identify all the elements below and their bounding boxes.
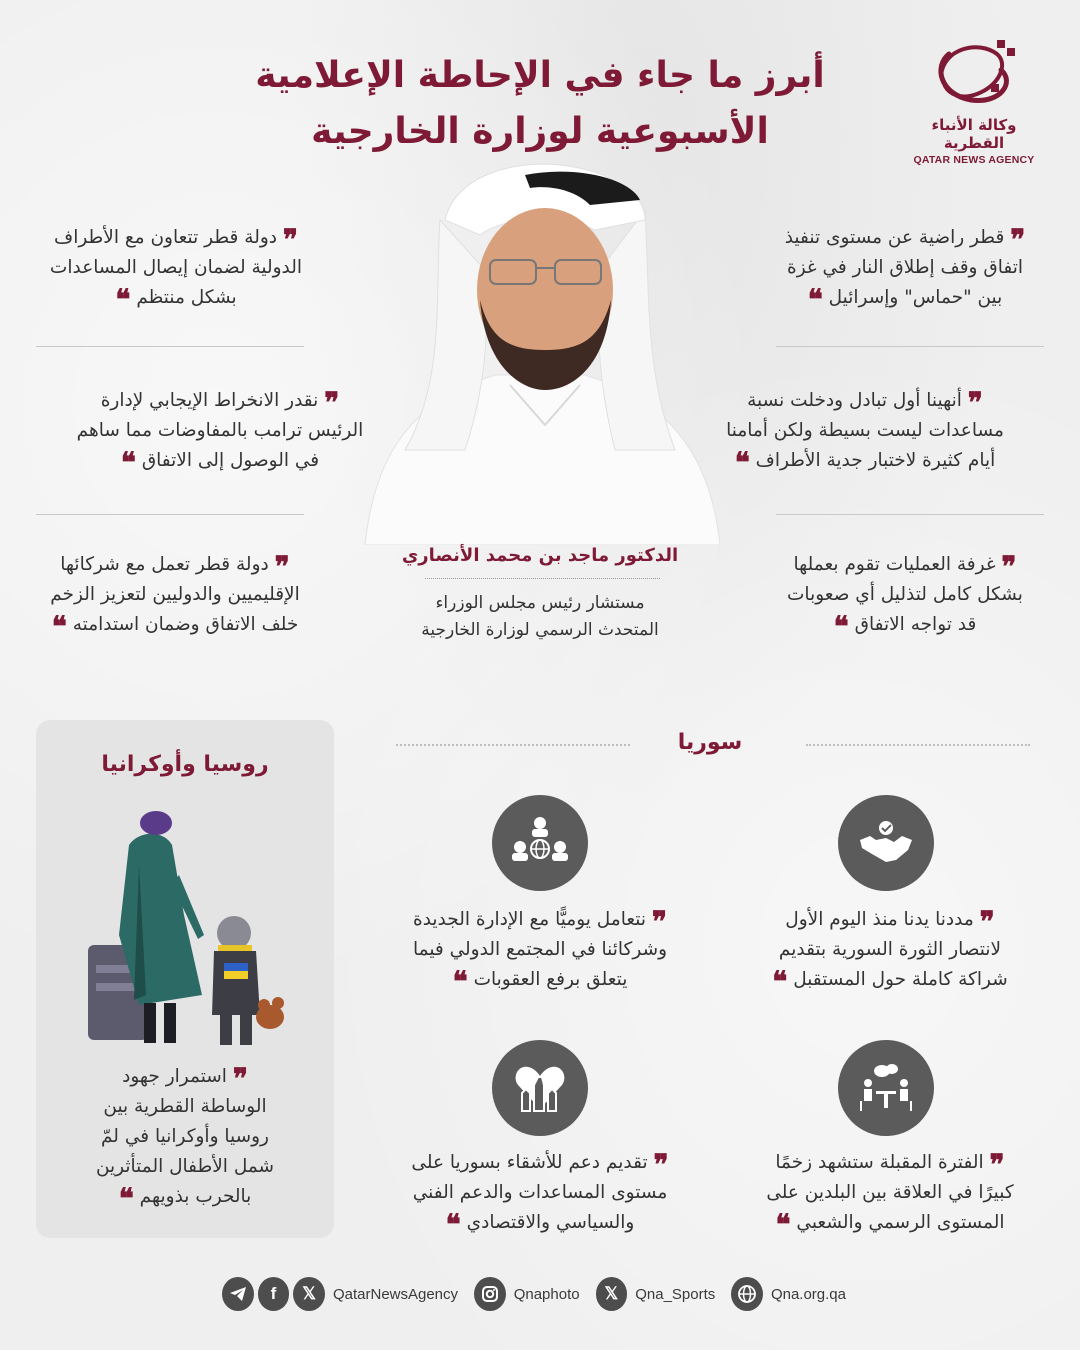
speaker-name: الدكتور ماجد بن محمد الأنصاري — [401, 545, 679, 566]
syria-quote-4: ❞ تقديم دعم للأشقاء بسوريا على مستوى المساعدات والدعم الفني والسياسي والاقتصادي ❝ — [411, 1148, 669, 1241]
gaza-quote-left-2: ❞ نقدر الانخراط الإيجابي لإدارة الرئيس ترامب بالمفاوضات مما ساهم في الوصول إلى الاتفاق ❝ — [76, 386, 364, 479]
quote-open-icon: ❞ — [653, 1148, 669, 1181]
gaza-quote-left-3: ❞ دولة قطر تعمل مع شركائها الإقليميين والدوليين لتعزيز الزخم خلف الاتفاق وضمان استدامته ❝ — [50, 550, 300, 643]
raised-hands-heart-icon — [492, 1040, 588, 1136]
syria-divider-right — [806, 744, 1030, 746]
quote-close-icon: ❝ — [775, 1208, 791, 1241]
facebook-icon[interactable]: f — [258, 1277, 290, 1311]
quote-open-icon: ❞ — [282, 223, 298, 256]
quote-close-icon: ❝ — [120, 446, 136, 479]
quote-open-icon: ❞ — [274, 550, 290, 583]
social-footer — [222, 1276, 862, 1312]
page-title-line1: أبرز ما جاء في الإحاطة الإعلامية — [255, 55, 825, 96]
quote-open-icon: ❞ — [651, 905, 667, 938]
x-twitter-icon[interactable]: 𝕏 — [293, 1277, 325, 1311]
telegram-icon[interactable] — [222, 1277, 254, 1311]
qna-logo — [904, 36, 1044, 166]
social-handle-qatarnewsagency[interactable]: QatarNewsAgency — [332, 1285, 459, 1303]
page-title-line2: الأسبوعية لوزارة الخارجية — [311, 111, 769, 152]
quote-open-icon: ❞ — [989, 1148, 1005, 1181]
russia-ukraine-quote: ❞ استمرار جهود الوساطة القطرية بين روسيا وأوكرانيا في لمّ شمل الأطفال المتأثرين بالحرب بذويهم ❝ — [95, 1062, 275, 1215]
speaker-portrait — [345, 150, 735, 545]
logo-english-name: QATAR NEWS AGENCY — [913, 154, 1035, 166]
gaza-quote-right-3: ❞ غرفة العمليات تقوم بعملها بشكل كامل لتذليل أي صعوبات قد تواجه الاتفاق ❝ — [787, 550, 1023, 643]
quote-close-icon: ❝ — [807, 283, 823, 316]
divider — [36, 514, 304, 515]
refugee-illustration — [84, 805, 304, 1050]
social-handle-qna-sports[interactable]: Qna_Sports — [635, 1285, 716, 1303]
russia-ukraine-title: روسيا وأوكرانيا — [101, 752, 269, 777]
quote-close-icon: ❝ — [452, 965, 468, 998]
globe-icon[interactable] — [731, 1277, 763, 1311]
quote-open-icon: ❞ — [324, 386, 340, 419]
quote-close-icon: ❝ — [833, 610, 849, 643]
quote-close-icon: ❝ — [115, 283, 131, 316]
quote-close-icon: ❝ — [445, 1208, 461, 1241]
divider — [776, 346, 1044, 347]
syria-divider-left — [396, 744, 630, 746]
qna-logo-icon — [929, 36, 1019, 112]
quote-open-icon: ❞ — [232, 1062, 248, 1095]
quote-open-icon: ❞ — [1010, 223, 1026, 256]
divider — [776, 514, 1044, 515]
syria-section-title: سوريا — [677, 730, 743, 755]
quote-close-icon: ❝ — [118, 1182, 134, 1215]
speaker-divider — [425, 578, 660, 579]
quote-close-icon: ❝ — [734, 446, 750, 479]
gaza-quote-right-2: ❞ أنهينا أول تبادل ودخلت نسبة مساعدات ليست بسيطة ولكن أمامنا أيام كثيرة لاختبار جدية الأطراف ❝ — [726, 386, 1004, 479]
quote-open-icon: ❞ — [967, 386, 983, 419]
handshake-icon — [838, 795, 934, 891]
divider — [36, 346, 304, 347]
syria-quote-1: ❞ مددنا يدنا منذ اليوم الأول لانتصار الثورة السورية بتقديم شراكة كاملة حول المستقبل ❝ — [772, 905, 1008, 998]
quote-open-icon: ❞ — [979, 905, 995, 938]
website-link[interactable]: Qna.org.qa — [770, 1285, 846, 1303]
syria-quote-3: ❞ الفترة المقبلة ستشهد زخمًا كبيرًا في العلاقة بين البلدين على المستوى الرسمي والشعبي ❝ — [766, 1148, 1014, 1241]
gaza-quote-left-1: ❞ دولة قطر تتعاون مع الأطراف الدولية لضمان إيصال المساعدات بشكل منتظم ❝ — [49, 223, 303, 316]
meeting-icon — [838, 1040, 934, 1136]
page-title — [230, 48, 850, 160]
quote-open-icon: ❞ — [1001, 550, 1017, 583]
x-twitter-icon[interactable]: 𝕏 — [596, 1277, 628, 1311]
global-network-icon — [492, 795, 588, 891]
logo-arabic-name: وكالة الأنباء القطرية — [931, 116, 1017, 152]
instagram-icon[interactable] — [474, 1277, 506, 1311]
syria-quote-2: ❞ نتعامل يوميًّا مع الإدارة الجديدة وشركائنا في المجتمع الدولي فيما يتعلق برفع العقوبات ❝ — [412, 905, 667, 998]
quote-close-icon: ❝ — [772, 965, 788, 998]
speaker-role: مستشار رئيس مجلس الوزراء المتحدث الرسمي لوزارة الخارجية — [421, 593, 659, 640]
quote-close-icon: ❝ — [51, 610, 67, 643]
gaza-quote-right-1: ❞ قطر راضية عن مستوى تنفيذ اتفاق وقف إطلاق النار في غزة بين "حماس" وإسرائيل ❝ — [784, 223, 1026, 316]
social-handle-qnaphoto[interactable]: Qnaphoto — [513, 1285, 580, 1303]
